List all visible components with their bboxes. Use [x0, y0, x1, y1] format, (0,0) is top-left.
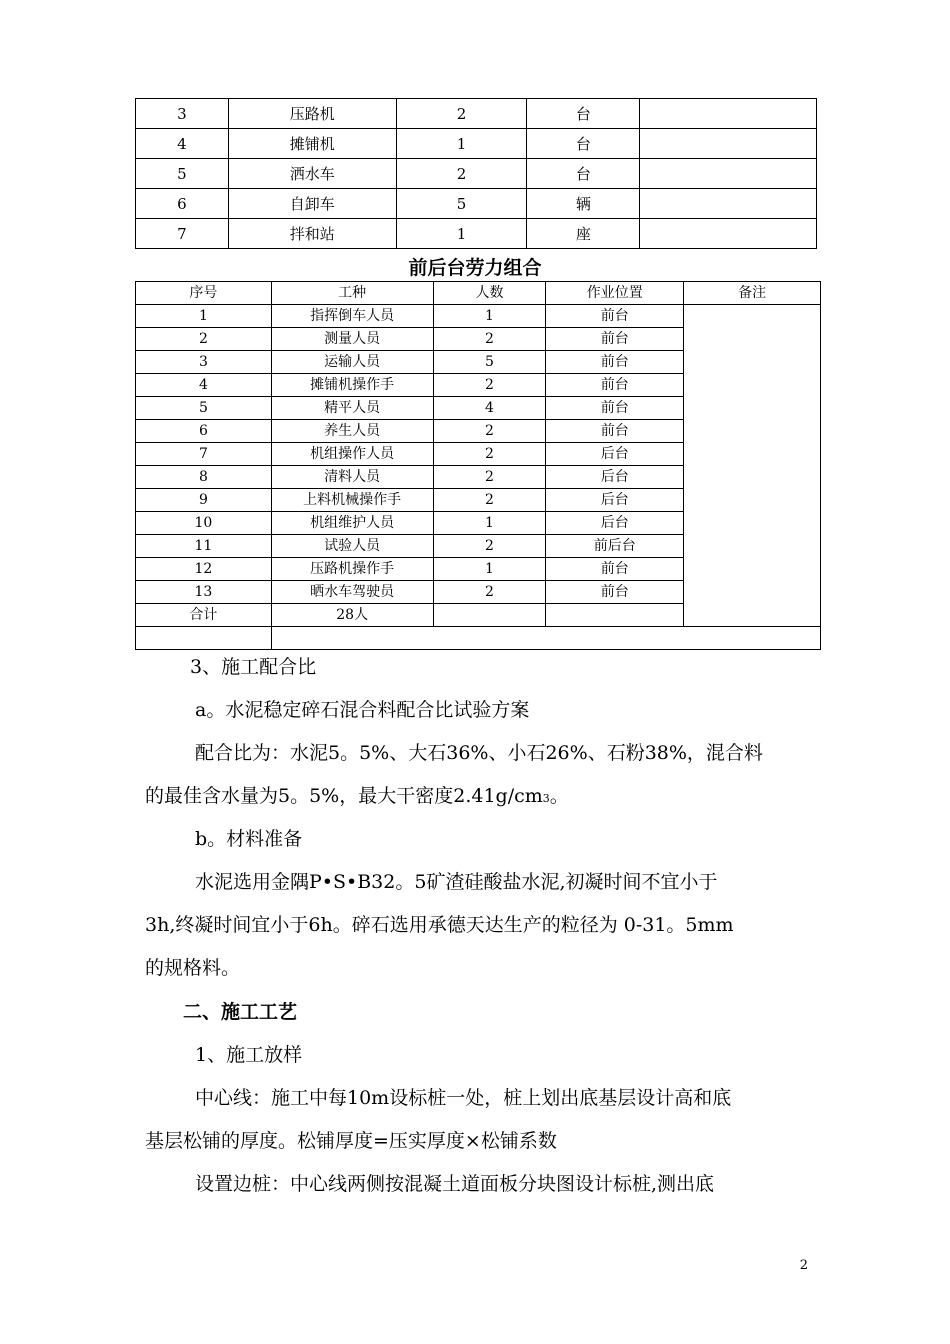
table-cell: 压路机操作手	[271, 558, 433, 581]
table-cell: 机组维护人员	[271, 512, 433, 535]
column-header: 备注	[684, 282, 821, 305]
table-cell: 3	[136, 99, 229, 129]
section-layout: 1、施工放样	[195, 1044, 303, 1066]
table-row	[136, 99, 817, 129]
table-cell: 2	[433, 489, 546, 512]
table-cell: 10	[136, 512, 272, 535]
table-cell: 拌和站	[228, 219, 396, 249]
table-cell: 测量人员	[271, 328, 433, 351]
table-cell: 前台	[546, 558, 684, 581]
table-cell: 辆	[527, 189, 640, 219]
table-cell: 机组操作人员	[271, 443, 433, 466]
table-cell: 9	[136, 489, 272, 512]
table-cell: 2	[433, 466, 546, 489]
table-cell: 前台	[546, 305, 684, 328]
table-cell: 5	[433, 351, 546, 374]
para-mix-plan: a。水泥稳定碎石混合料配合比试验方案	[195, 699, 530, 721]
table-cell: 1	[433, 558, 546, 581]
table-cell: 前台	[546, 328, 684, 351]
table-cell: 台	[527, 159, 640, 189]
table-cell: 压路机	[228, 99, 396, 129]
table-cell: 7	[136, 219, 229, 249]
table-cell: 试验人员	[271, 535, 433, 558]
table-cell: 上料机械操作手	[271, 489, 433, 512]
table-cell: 2	[433, 374, 546, 397]
page-number: 2	[799, 1258, 808, 1273]
labor-table	[135, 281, 821, 650]
table-cell: 1	[396, 219, 527, 249]
table-row	[136, 305, 821, 328]
table-cell	[640, 159, 817, 189]
table-cell: 清料人员	[271, 466, 433, 489]
para-ratio-line2: 的最佳含水量为5。5%，最大干密度2.41g/cm3。	[145, 785, 569, 807]
table-cell: 前台	[546, 420, 684, 443]
table-cell: 养生人员	[271, 420, 433, 443]
table-cell: 2	[433, 420, 546, 443]
table-cell: 5	[136, 159, 229, 189]
table-cell: 精平人员	[271, 397, 433, 420]
para-centerline-line2: 基层松铺的厚度。松铺厚度=压实厚度×松铺系数	[145, 1130, 557, 1152]
table-cell: 后台	[546, 443, 684, 466]
remarks-cell	[684, 305, 821, 627]
table-cell: 指挥倒车人员	[271, 305, 433, 328]
table-cell: 前台	[546, 374, 684, 397]
table-cell	[640, 189, 817, 219]
table-cell: 台	[527, 129, 640, 159]
table-cell: 11	[136, 535, 272, 558]
table-cell	[640, 129, 817, 159]
table-cell: 13	[136, 581, 272, 604]
table-cell	[640, 219, 817, 249]
table-cell: 晒水车驾驶员	[271, 581, 433, 604]
table-cell: 4	[136, 129, 229, 159]
table-row	[136, 159, 817, 189]
table-cell: 4	[136, 374, 272, 397]
para-cement-line1: 水泥选用金隅P•S•B32。5矿渣硅酸盐水泥,初凝时间不宜小于	[195, 871, 718, 893]
table-cell: 12	[136, 558, 272, 581]
table-cell: 2	[433, 535, 546, 558]
section-mix-ratio: 3、施工配合比	[190, 656, 317, 678]
table-cell: 运输人员	[271, 351, 433, 374]
para-cement-line3: 的规格料。	[145, 957, 241, 979]
table-cell: 自卸车	[228, 189, 396, 219]
table-cell: 8	[136, 466, 272, 489]
table-cell: 6	[136, 189, 229, 219]
table-cell: 后台	[546, 489, 684, 512]
total-cell: 28人	[271, 604, 433, 627]
para-edge-stakes: 设置边桩：中心线两侧按混凝土道面板分块图设计标桩,测出底	[195, 1173, 715, 1195]
heading-construction-process: 二、施工工艺	[183, 1001, 298, 1023]
empty-cell	[433, 604, 546, 627]
para-centerline-line1: 中心线：施工中每10m设标桩一处，桩上划出底基层设计高和底	[195, 1087, 732, 1109]
table-cell: 6	[136, 420, 272, 443]
table-cell: 后台	[546, 512, 684, 535]
table-cell: 4	[433, 397, 546, 420]
table-cell: 2	[396, 99, 527, 129]
table-cell: 5	[396, 189, 527, 219]
table-cell: 1	[396, 129, 527, 159]
table-cell: 前台	[546, 581, 684, 604]
para-material-prep: b。材料准备	[195, 828, 303, 850]
table-cell: 2	[396, 159, 527, 189]
empty-cell	[546, 604, 684, 627]
table-cell: 洒水车	[228, 159, 396, 189]
table-cell: 座	[527, 219, 640, 249]
table-cell: 前台	[546, 351, 684, 374]
column-header: 作业位置	[546, 282, 684, 305]
table-cell	[640, 99, 817, 129]
table-cell: 摊铺机操作手	[271, 374, 433, 397]
table-cell: 5	[136, 397, 272, 420]
table-cell: 1	[136, 305, 272, 328]
table-cell: 后台	[546, 466, 684, 489]
table-cell: 前后台	[546, 535, 684, 558]
column-header: 序号	[136, 282, 272, 305]
total-cell: 合计	[136, 604, 272, 627]
table-cell: 7	[136, 443, 272, 466]
table-row	[136, 219, 817, 249]
table-row	[136, 129, 817, 159]
para-cement-line2: 3h,终凝时间宜小于6h。碎石选用承德天达生产的粒径为 0-31。5mm	[145, 914, 734, 936]
table-header-row	[136, 282, 821, 305]
table-cell: 2	[433, 328, 546, 351]
table-cell: 摊铺机	[228, 129, 396, 159]
para-ratio-line1: 配合比为：水泥5。5%、大石36%、小石26%、石粉38%，混合料	[195, 742, 763, 764]
table-cell: 前台	[546, 397, 684, 420]
table-cell: 2	[433, 581, 546, 604]
labor-table-title: 前后台劳力组合	[408, 257, 542, 279]
table-cell: 1	[433, 512, 546, 535]
column-header: 人数	[433, 282, 546, 305]
table-cell: 2	[433, 443, 546, 466]
table-cell: 3	[136, 351, 272, 374]
table-cell: 2	[136, 328, 272, 351]
table-row	[136, 189, 817, 219]
equipment-table	[135, 98, 817, 249]
column-header: 工种	[271, 282, 433, 305]
table-cell: 台	[527, 99, 640, 129]
table-cell: 1	[433, 305, 546, 328]
